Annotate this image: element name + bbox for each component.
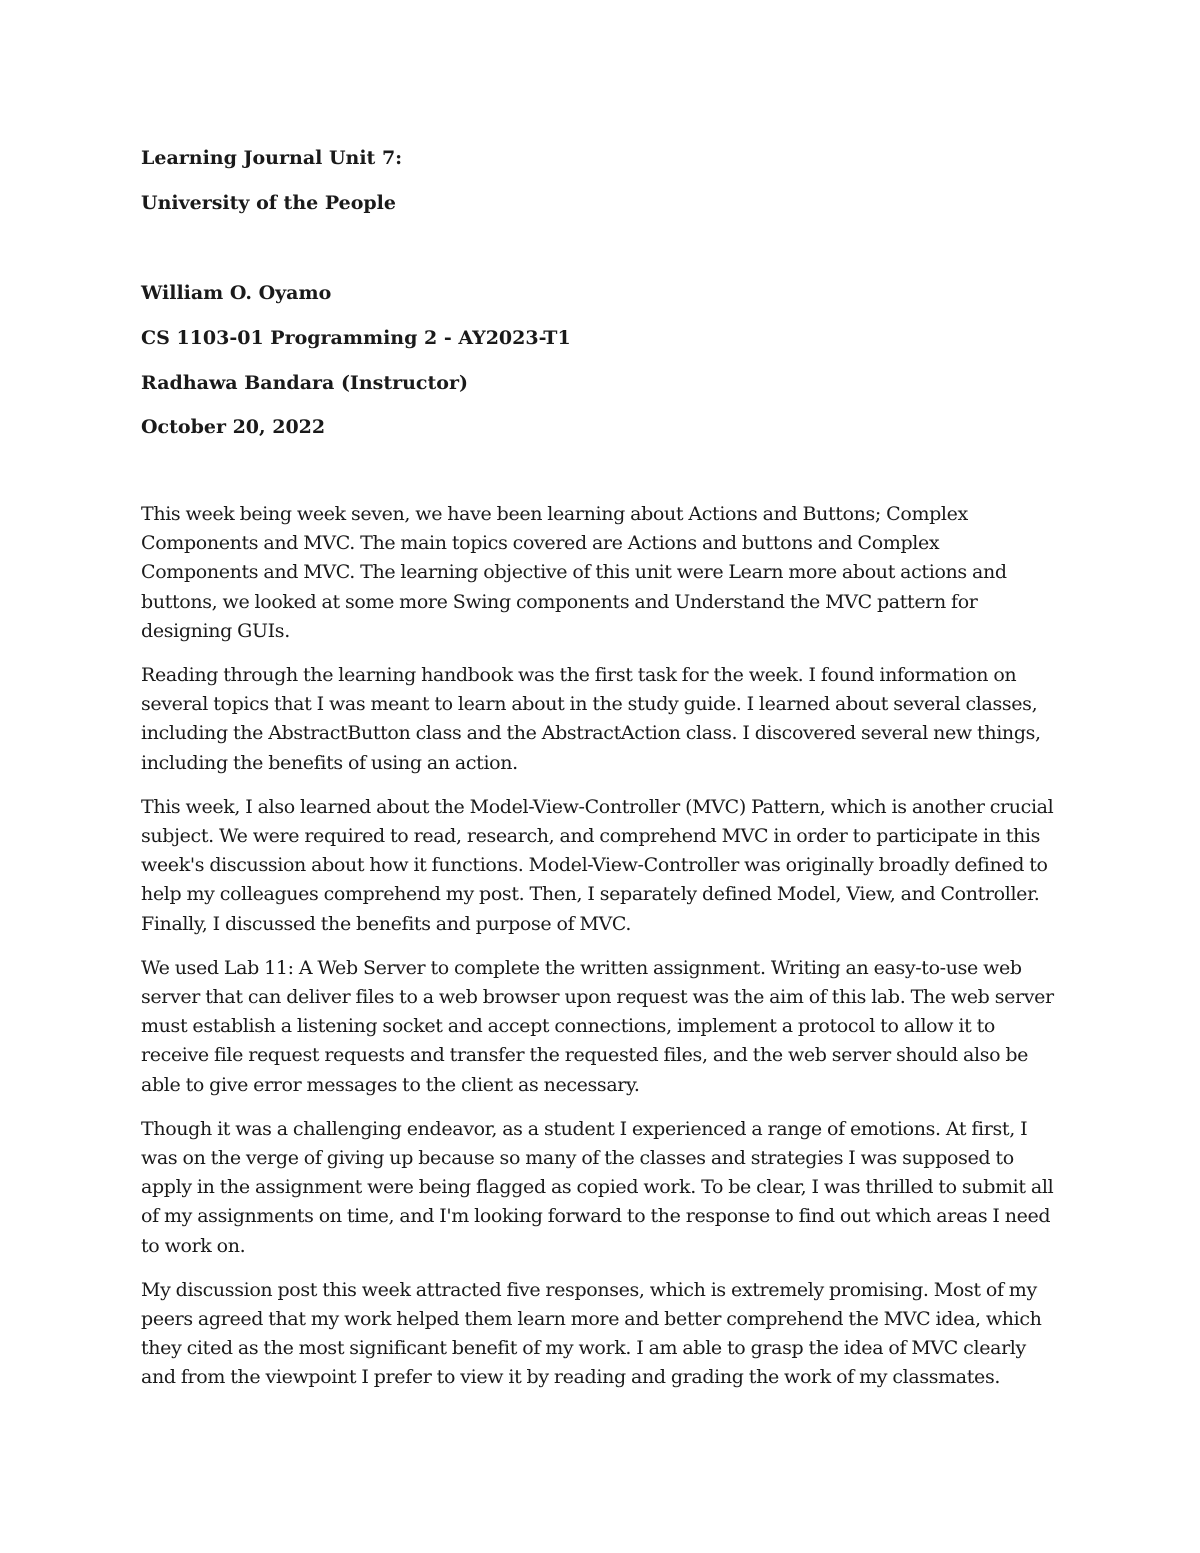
document-body [141,500,1061,1408]
document-date: October 20, 2022 [141,416,326,438]
institution-name: University of the People [141,192,396,214]
body-paragraph-6: My discussion post this week attracted five responses, which is extremely promising. Most of my peers agreed that my work helped them learn more and better comprehend the MVC idea, which they cited as the most significant benefit of my work. I am able to grasp the idea of MVC clearly and from the viewpoint I prefer to view it by reading and grading the work of my classmates. [141,1278,1042,1389]
instructor-name: Radhawa Bandara (Instructor) [141,372,468,394]
author-name: William O. Oyamo [141,282,332,304]
body-paragraph-1: This week being week seven, we have been learning about Actions and Buttons; Complex Components and MVC. The main topics covered are Actions and buttons and Complex Components and MVC. The learning objective of this unit were Learn more about actions and buttons, we looked at some more Swing components and Understand the MVC pattern for designing GUIs. [141,503,1007,642]
body-paragraph-5: Though it was a challenging endeavor, as a student I experienced a range of emotions. At first, I was on the verge of giving up because so many of the classes and strategies I was supposed to apply in the assignment were being flagged as copied work. To be clear, I was thrilled to submit all of my assignments on time, and I'm looking forward to the response to find out which areas I need to work on. [141,1117,1054,1257]
body-paragraph-4: We used Lab 11: A Web Server to complete the written assignment. Writing an easy-to-use web server that can deliver files to a web browser upon request was the aim of this lab. The web server must establish a listening socket and accept connections, implement a protocol to allow it to receive file request requests and transfer the requested files, and the web server should also be able to give error messages to the client as necessary. [141,956,1054,1096]
course-name: CS 1103-01 Programming 2 - AY2023-T1 [141,327,571,349]
document-title: Learning Journal Unit 7: [141,147,403,169]
body-paragraph-3: This week, I also learned about the Model-View-Controller (MVC) Pattern, which is another crucial subject. We were required to read, research, and comprehend MVC in order to participate in this week's discussion about how it functions. Model-View-Controller was originally broadly defined to help my colleagues comprehend my post. Then, I separately defined Model, View, and Controller. Finally, I discussed the benefits and purpose of MVC. [141,795,1054,935]
body-paragraph-2: Reading through the learning handbook was the first task for the week. I found information on several topics that I was meant to learn about in the study guide. I learned about several classes, including the AbstractButton class and the AbstractAction class. I discovered several new things, including the benefits of using an action. [141,664,1041,774]
